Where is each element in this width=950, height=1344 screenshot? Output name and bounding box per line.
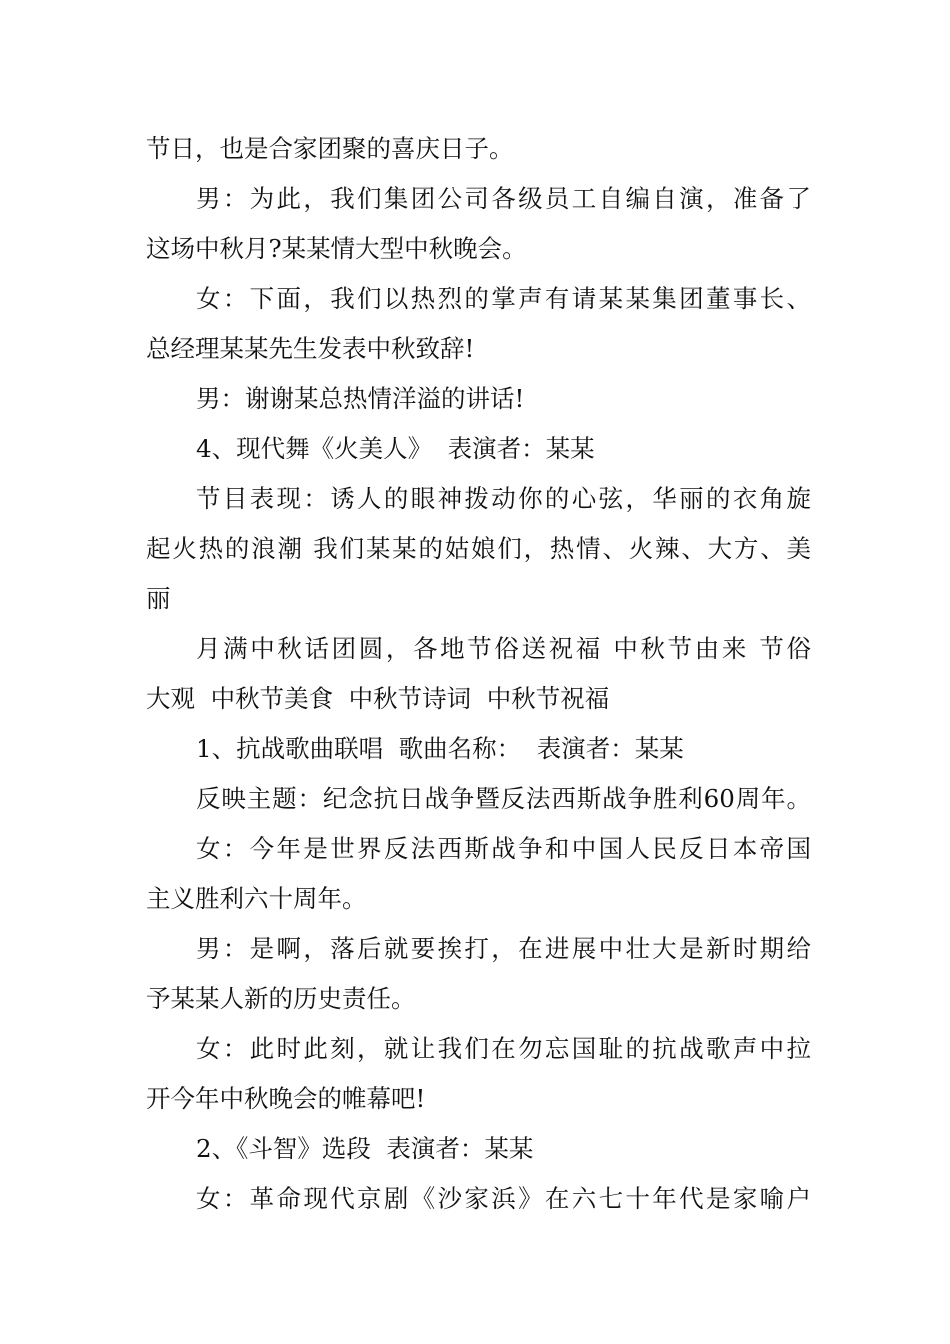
document-body	[146, 124, 811, 1224]
text-line: 起火热的浪潮 我们某某的姑娘们，热情、火辣、大方、美	[146, 534, 811, 563]
text-line: 男：是啊，落后就要挨打，在进展中壮大是新时期给	[196, 934, 811, 963]
text-line: 反映主题：纪念抗日战争暨反法西斯战争胜利60周年。	[196, 784, 811, 813]
text-line: 大观 中秋节美食 中秋节诗词 中秋节祝福	[146, 684, 610, 713]
text-line: 月满中秋话团圆，各地节俗送祝福 中秋节由来 节俗	[196, 634, 811, 663]
text-line: 女：革命现代京剧《沙家浜》在六七十年代是家喻户	[196, 1184, 811, 1213]
text-line: 女：今年是世界反法西斯战争和中国人民反日本帝国	[196, 834, 811, 863]
text-line: 1、抗战歌曲联唱 歌曲名称： 表演者：某某	[196, 734, 684, 763]
text-line: 2、《斗智》选段 表演者：某某	[196, 1134, 534, 1163]
text-line: 开今年中秋晚会的帷幕吧!	[146, 1084, 426, 1113]
text-line: 男：为此，我们集团公司各级员工自编自演，准备了	[196, 184, 811, 213]
text-line: 这场中秋月?某某情大型中秋晚会。	[146, 234, 527, 263]
text-line: 节目表现：诱人的眼神拨动你的心弦，华丽的衣角旋	[196, 484, 811, 513]
text-line: 主义胜利六十周年。	[146, 884, 367, 913]
text-line: 总经理某某先生发表中秋致辞!	[146, 334, 475, 363]
text-line: 男：谢谢某总热情洋溢的讲话!	[196, 384, 525, 413]
text-line: 女：下面，我们以热烈的掌声有请某某集团董事长、	[196, 284, 811, 313]
text-line: 4、现代舞《火美人》 表演者：某某	[196, 434, 595, 463]
text-line: 予某某人新的历史责任。	[146, 984, 416, 1013]
text-line: 丽	[146, 584, 171, 613]
text-line: 节日，也是合家团聚的喜庆日子。	[146, 134, 514, 163]
text-line: 女：此时此刻，就让我们在勿忘国耻的抗战歌声中拉	[196, 1034, 811, 1063]
